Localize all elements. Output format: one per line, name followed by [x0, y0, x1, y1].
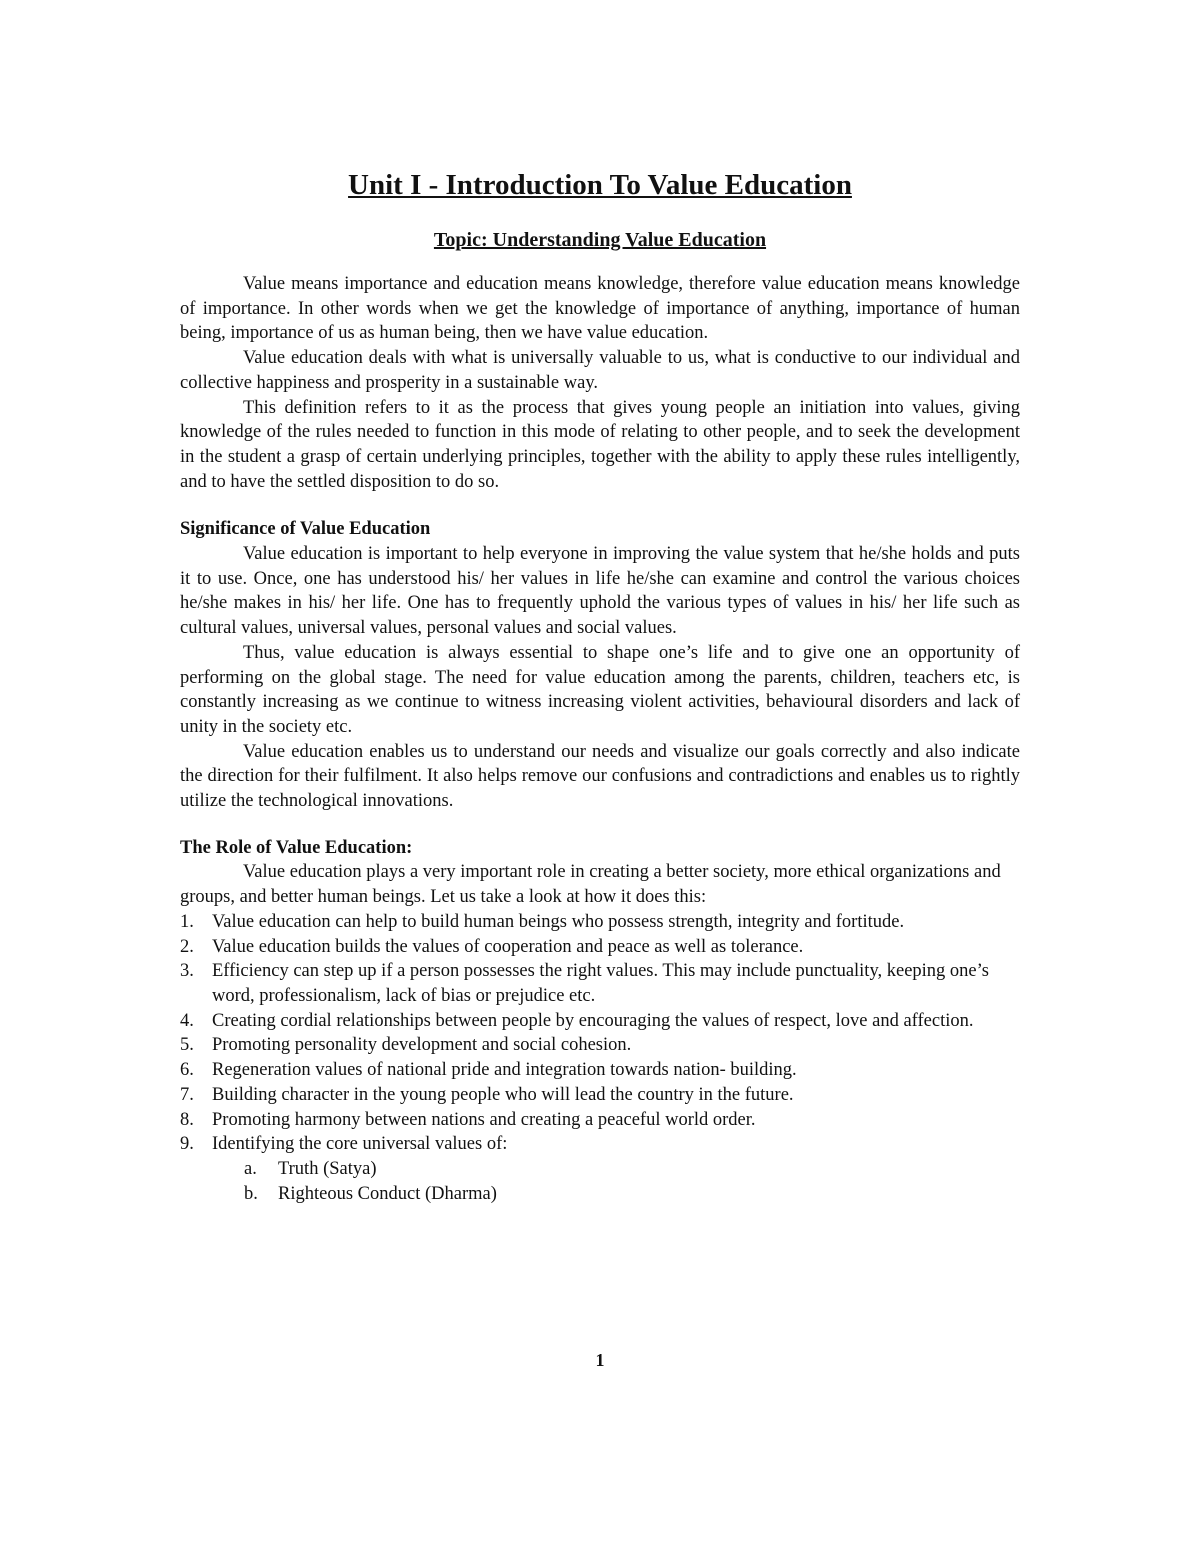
- list-item: [180, 1033, 1020, 1058]
- role-intro-paragraph: Value education plays a very important role in creating a better society, more ethical organizations and groups, and better human beings. Let us take a look at how it does this:: [180, 862, 1001, 908]
- list-item-text: Efficiency can step up if a person possesses the right values. This may include punctuality, keeping one’s word, professionalism, lack of bias or prejudice etc.: [212, 961, 989, 1006]
- list-item-number: 9.: [180, 1134, 194, 1155]
- list-item-text: Value education builds the values of cooperation and peace as well as tolerance.: [212, 936, 804, 957]
- core-values-sublist: [180, 1157, 1020, 1206]
- list-item: [180, 935, 1020, 960]
- list-item-number: 2.: [180, 936, 194, 957]
- sublist-item: [180, 1182, 1020, 1207]
- list-item-text: Building character in the young people who will lead the country in the future.: [212, 1084, 794, 1105]
- intro-paragraph-2: Value education deals with what is universally valuable to us, what is conductive to our individual and collective happiness and prosperity in a sustainable way.: [180, 348, 1020, 393]
- significance-paragraph-3: Value education enables us to understand our needs and visualize our goals correctly and also indicate the direction for their fulfilment. It also helps remove our confusions and contradictions and enables us to rightly utilize the technological innovations.: [180, 741, 1020, 812]
- list-item-number: 4.: [180, 1010, 194, 1031]
- list-item: [180, 1108, 1020, 1133]
- list-item: [180, 1058, 1020, 1083]
- list-item-text: Promoting harmony between nations and creating a peaceful world order.: [212, 1109, 756, 1130]
- topic-subtitle: Topic: Understanding Value Education: [433, 229, 767, 251]
- list-item: [180, 1083, 1020, 1108]
- intro-paragraph-1: Value means importance and education means knowledge, therefore value education means knowledge of importance. In other words when we get the knowledge of importance of anything, importance of human being, importance of us as human being, then we have value education.: [180, 274, 1020, 344]
- intro-paragraph-3: This definition refers to it as the process that gives young people an initiation into values, giving knowledge of the rules needed to function in this mode of relating to other people, and to seek the development in the student a grasp of certain underlying principles, together with the ability to apply these rules intelligently, and to have the settled disposition to do so.: [180, 397, 1020, 492]
- role-list: [180, 910, 1020, 1157]
- list-item-number: 7.: [180, 1084, 194, 1105]
- significance-paragraph-2: Thus, value education is always essential to shape one’s life and to give one an opportunity of performing on the global stage. The need for value education among the parents, children, teachers etc, is constantly increasing as we continue to witness increasing violent activities, behavioural disorders and lack of unity in the society etc.: [180, 642, 1020, 737]
- sublist-item: [180, 1157, 1020, 1182]
- list-item: [180, 910, 1020, 935]
- list-item-number: 8.: [180, 1109, 194, 1130]
- significance-heading: Significance of Value Education: [180, 519, 431, 540]
- list-item-number: 3.: [180, 961, 194, 982]
- sublist-item-text: Truth (Satya): [278, 1158, 377, 1179]
- list-item-number: 6.: [180, 1060, 194, 1081]
- significance-paragraph-1: Value education is important to help everyone in improving the value system that he/she holds and puts it to use. Once, one has understood his/ her values in life he/she can examine and control the various choices he/she makes in his/ her life. One has to frequently uphold the various types of values in his/ her life such as cultural values, universal values, personal values and social values.: [180, 544, 1020, 639]
- sublist-item-letter: a.: [244, 1158, 257, 1179]
- list-item-number: 5.: [180, 1035, 194, 1056]
- list-item-number: 1.: [180, 911, 194, 932]
- unit-title: Unit I - Introduction To Value Education: [348, 169, 852, 201]
- role-heading: The Role of Value Education:: [180, 837, 413, 858]
- page-number: 1: [595, 1350, 605, 1370]
- list-item-text: Value education can help to build human beings who possess strength, integrity and fortitude.: [212, 911, 905, 932]
- page-content: [180, 166, 1020, 1206]
- list-item-text: Promoting personality development and social cohesion.: [212, 1035, 632, 1056]
- list-item-text: Regeneration values of national pride and integration towards nation- building.: [212, 1060, 797, 1081]
- sublist-item-text: Righteous Conduct (Dharma): [278, 1183, 497, 1204]
- sublist-item-letter: b.: [244, 1183, 258, 1204]
- list-item: [180, 1009, 1020, 1034]
- list-item-text: Creating cordial relationships between people by encouraging the values of respect, love and affection.: [212, 1010, 974, 1031]
- list-item: [180, 959, 1020, 1008]
- list-item: [180, 1132, 1020, 1157]
- list-item-text: Identifying the core universal values of:: [212, 1134, 508, 1155]
